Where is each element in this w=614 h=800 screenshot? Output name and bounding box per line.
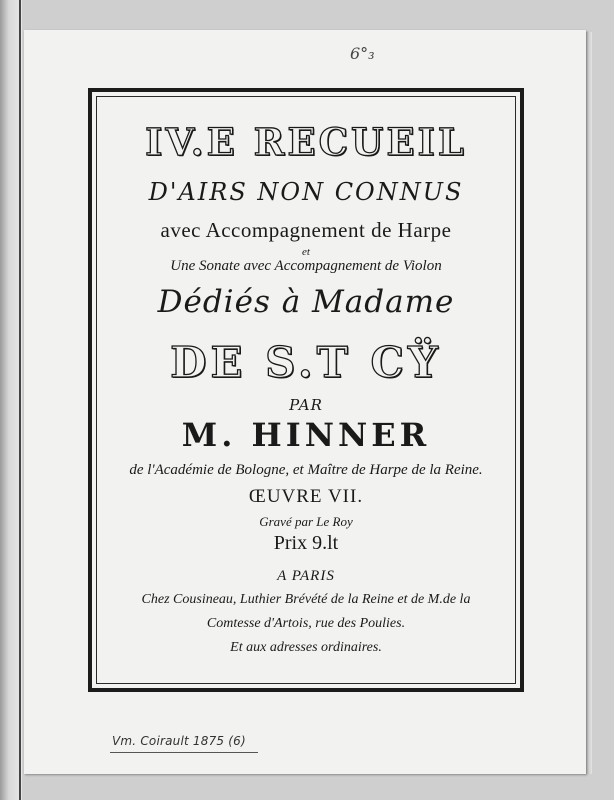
binding-edge bbox=[19, 0, 21, 800]
subtitle-conjunction: et bbox=[302, 246, 310, 258]
composer-name: M. HINNER bbox=[181, 416, 431, 454]
publisher-line-1: Chez Cousineau, Luthier Brévété de la Reine et de M.de la bbox=[141, 592, 471, 607]
composer-affiliation: de l'Académie de Bologne, et Maître de Harpe de la Reine. bbox=[129, 462, 483, 478]
library-shelfmark: Vm. Coirault 1875 (6) bbox=[112, 734, 246, 748]
shelfmark-underline bbox=[110, 752, 258, 753]
engraver: Gravé par Le Roy bbox=[259, 514, 353, 529]
publisher-line-3: Et aux adresses ordinaires. bbox=[230, 640, 382, 655]
subtitle-airs: D'AIRS NON CONNUS bbox=[148, 178, 464, 206]
subtitle-sonata: Une Sonate avec Accompagnement de Violon bbox=[170, 258, 442, 274]
page-edge bbox=[586, 32, 592, 774]
folio-mark: 6°₃ bbox=[350, 44, 375, 63]
by-line: PAR bbox=[289, 396, 323, 414]
price: Prix 9.lt bbox=[273, 532, 339, 554]
title-block bbox=[98, 100, 514, 680]
publisher-line-2: Comtesse d'Artois, rue des Poulies. bbox=[206, 616, 406, 631]
subtitle-harp: avec Accompagnement de Harpe bbox=[160, 218, 452, 242]
dedicatee: DE S.T CŸ bbox=[170, 338, 442, 387]
opus-number: ŒUVRE VII. bbox=[248, 486, 364, 507]
publication-city: A PARIS bbox=[277, 568, 335, 584]
dedication: Dédiés à Madame bbox=[157, 284, 455, 320]
title: IV.E RECUEIL bbox=[145, 120, 467, 164]
